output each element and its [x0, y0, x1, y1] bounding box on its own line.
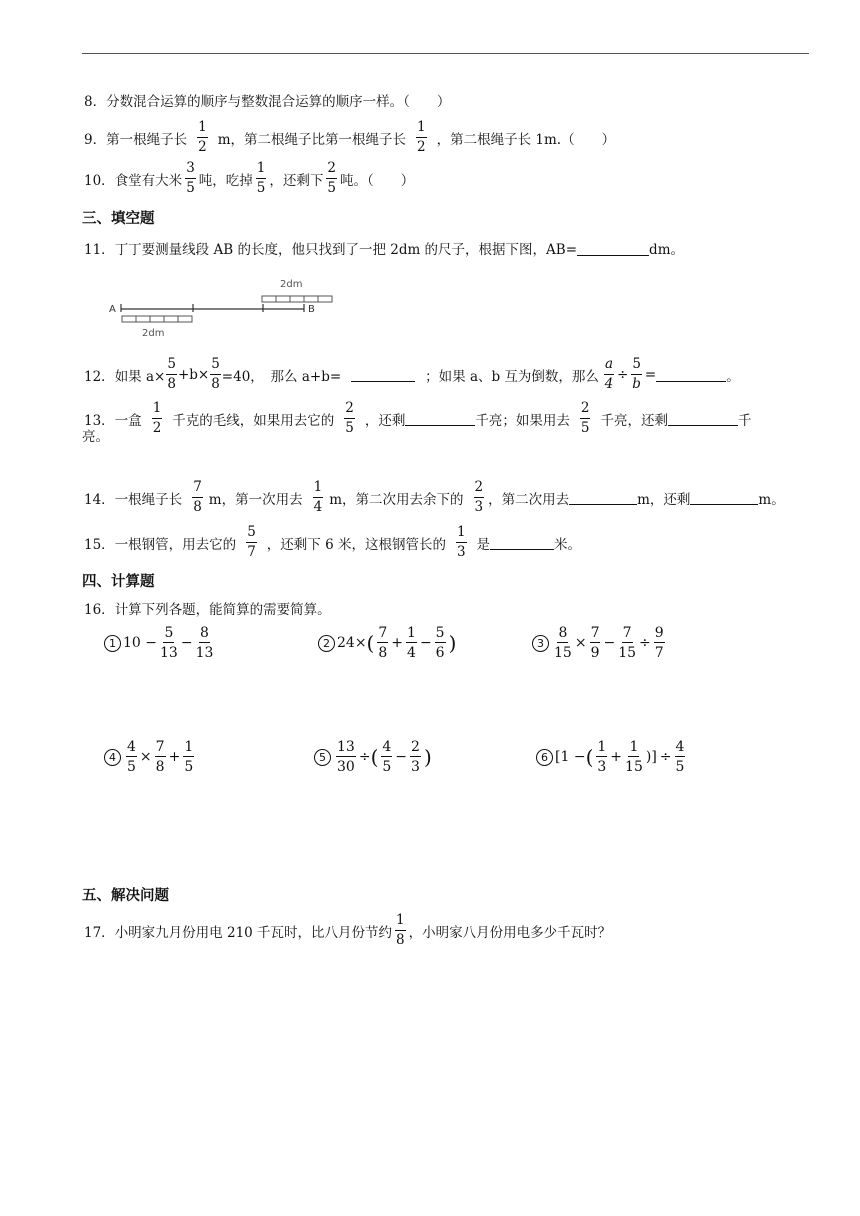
question-text: 。	[726, 368, 740, 385]
point-a-label: A	[109, 304, 116, 315]
item-index: 2	[318, 635, 335, 652]
calc-item-6	[536, 740, 688, 774]
answer-blank	[405, 411, 475, 426]
operator: −	[395, 749, 408, 765]
fraction: $\frac{1}{5}$	[184, 739, 194, 775]
question-text: ÷	[617, 366, 629, 383]
item-index: 5	[314, 749, 331, 766]
ruler-diagram	[100, 272, 340, 344]
question-text: dm。	[649, 242, 684, 258]
answer-blank	[490, 535, 554, 550]
question-17	[84, 914, 611, 947]
answer-blank	[690, 490, 758, 505]
fraction: $\frac{2}{3}$	[474, 479, 484, 515]
fraction: $\frac{7}{8}$	[193, 479, 202, 515]
fraction: $\frac{1}{4}$	[313, 479, 323, 515]
fraction: $\frac{3}{5}$	[186, 160, 195, 196]
question-text: 丁丁要测量线段 AB 的长度，他只找到了一把 2dm 的尺子，根据下图，AB=	[114, 242, 578, 258]
fraction: $\frac{a}{4}$	[604, 356, 614, 392]
question-text: ，第二根绳子长 1m.（ ）	[436, 131, 616, 148]
item-index: 6	[536, 749, 553, 766]
question-9	[84, 121, 615, 154]
fraction: $\frac{1}{2}$	[417, 119, 426, 155]
question-text: 千克的毛线，如果用去它的	[172, 412, 335, 429]
fraction: $\frac{4}{5}$	[382, 739, 392, 775]
question-text: 计算下列各题，能简算的需要简算。	[114, 602, 331, 618]
operator: ×	[139, 749, 152, 765]
question-number: 14．	[84, 491, 115, 508]
segment-ab	[121, 304, 304, 312]
question-text: ，还剩	[364, 412, 406, 429]
question-text: =	[644, 366, 657, 383]
fraction: $\frac{5}{8}$	[167, 356, 176, 392]
answer-blank	[569, 490, 637, 505]
question-text: 千亮，还剩	[600, 412, 668, 429]
paren: (	[370, 745, 379, 769]
question-number: 17．	[84, 924, 115, 941]
operator: +	[610, 749, 623, 765]
fraction: $\frac{2}{5}$	[580, 400, 590, 436]
calc-item-2	[318, 626, 456, 660]
question-text: +b×	[177, 366, 210, 383]
item-index: 4	[104, 749, 121, 766]
fraction: $\frac{1}{8}$	[396, 912, 405, 948]
question-text: ，还剩下 6 米，这根钢管长的	[266, 536, 446, 553]
fraction: $\frac{7}{15}$	[618, 625, 637, 661]
paren: (	[366, 631, 375, 655]
fraction: $\frac{7}{9}$	[590, 625, 600, 661]
question-text: 分数混合运算的顺序与整数混合运算的顺序一样。（ ）	[106, 94, 451, 110]
question-text: 千亮；如果用去	[475, 412, 570, 429]
question-13	[84, 402, 751, 435]
question-text: =40， 那么 a+b=	[221, 368, 342, 385]
expr-text: 10 −	[123, 635, 157, 651]
question-12	[84, 358, 740, 391]
question-text: 一根钢管，用去它的	[114, 536, 237, 553]
top-ruler	[262, 296, 332, 302]
question-15	[84, 526, 581, 559]
question-text: m。	[758, 491, 785, 508]
question-14	[84, 481, 785, 514]
fraction: $\frac{5}{8}$	[211, 356, 220, 392]
fraction: $\frac{5}{b}$	[632, 356, 641, 392]
question-text: ，第二次用去	[488, 491, 570, 508]
question-11	[84, 238, 684, 258]
item-index: 1	[104, 635, 121, 652]
item-index: 3	[532, 635, 549, 652]
answer-blank	[668, 411, 738, 426]
fraction: $\frac{1}{2}$	[152, 400, 162, 436]
fraction: $\frac{1}{4}$	[407, 625, 416, 661]
question-number: 12．	[84, 368, 115, 385]
question-text: 亮。	[82, 429, 109, 445]
paren: )]	[645, 749, 657, 765]
question-number: 10．	[84, 172, 115, 189]
fraction: $\frac{2}{3}$	[411, 739, 420, 775]
expr-text: 24×	[337, 635, 367, 651]
question-number: 11．	[84, 242, 115, 258]
bottom-ruler-label: 2dm	[142, 328, 165, 339]
calc-item-1	[104, 626, 216, 660]
question-text: 米。	[554, 536, 582, 553]
fraction: $\frac{1}{2}$	[198, 119, 207, 155]
question-text: 千	[737, 412, 752, 429]
operator: ×	[574, 635, 587, 651]
fraction: $\frac{5}{7}$	[247, 524, 256, 560]
fraction: $\frac{8}{15}$	[554, 625, 572, 661]
paren: )	[423, 745, 432, 769]
point-b-label: B	[308, 304, 315, 315]
question-text: ，小明家八月份用电多少千瓦时？	[408, 924, 612, 941]
question-text: 食堂有大米	[114, 172, 183, 189]
operator: +	[168, 749, 181, 765]
paren: )	[448, 631, 457, 655]
fraction: $\frac{1}{5}$	[256, 160, 266, 196]
section-heading-word-problems: 五、解决问题	[82, 888, 169, 904]
fraction: $\frac{4}{5}$	[127, 739, 136, 775]
question-text: ，还剩下	[269, 172, 324, 189]
question-text: 如果 a×	[114, 368, 166, 385]
fraction: $\frac{7}{8}$	[155, 739, 165, 775]
header-rule	[82, 53, 809, 54]
question-number: 8．	[84, 94, 107, 110]
fraction: $\frac{1}{3}$	[597, 739, 607, 775]
question-text: 第一根绳子长	[106, 131, 188, 148]
question-13-wrap	[82, 425, 109, 445]
fraction: $\frac{8}{13}$	[195, 625, 214, 661]
section-heading-calculation: 四、计算题	[82, 574, 155, 590]
operator: −	[180, 635, 193, 651]
operator: +	[391, 635, 404, 651]
question-text: 一盒	[114, 412, 142, 429]
operator: ÷	[659, 749, 672, 765]
fraction: $\frac{5}{6}$	[435, 625, 445, 661]
question-text: 小明家九月份用电 210 千瓦时，比八月份节约	[114, 924, 393, 941]
fraction: $\frac{1}{15}$	[625, 739, 643, 775]
expr-text: [1 −	[555, 749, 586, 765]
question-text: m，第二根绳子比第一根绳子长	[217, 131, 406, 148]
operator: −	[603, 635, 616, 651]
question-number: 16．	[84, 602, 115, 618]
question-10	[84, 162, 414, 195]
question-text: 吨，吃掉	[198, 172, 253, 189]
operator: −	[419, 635, 432, 651]
calc-item-5	[314, 740, 432, 774]
fraction: $\frac{9}{7}$	[654, 625, 664, 661]
question-8	[84, 90, 450, 110]
fraction: $\frac{2}{5}$	[345, 400, 354, 436]
fraction: $\frac{1}{3}$	[456, 524, 466, 560]
fraction: $\frac{5}{13}$	[160, 625, 178, 661]
bottom-ruler	[122, 316, 192, 322]
fraction: $\frac{2}{5}$	[327, 160, 336, 196]
answer-blank	[656, 367, 726, 382]
calc-item-4	[104, 740, 197, 774]
question-text: ；如果 a、b 互为倒数，那么	[425, 368, 599, 385]
question-number: 15．	[84, 536, 115, 553]
operator: ÷	[639, 635, 651, 651]
paren: (	[585, 745, 594, 769]
question-number: 13．	[84, 412, 115, 429]
question-text: m，第一次用去	[208, 491, 303, 508]
question-text: 一根绳子长	[114, 491, 183, 508]
question-text: m，还剩	[637, 491, 691, 508]
question-text: 是	[476, 536, 491, 553]
section-heading-fill-blank: 三、填空题	[82, 211, 155, 227]
operator: ÷	[358, 749, 371, 765]
fraction: $\frac{13}{30}$	[337, 739, 355, 775]
question-16	[84, 598, 331, 618]
question-number: 9．	[84, 131, 107, 148]
question-text: m，第二次用去余下的	[329, 491, 464, 508]
answer-blank	[577, 241, 649, 256]
fraction: $\frac{4}{5}$	[675, 739, 685, 775]
fraction: $\frac{7}{8}$	[378, 625, 388, 661]
calc-item-3	[532, 626, 668, 660]
top-ruler-label: 2dm	[280, 279, 303, 290]
answer-blank	[351, 367, 415, 382]
question-text: 吨。（ ）	[339, 172, 415, 189]
